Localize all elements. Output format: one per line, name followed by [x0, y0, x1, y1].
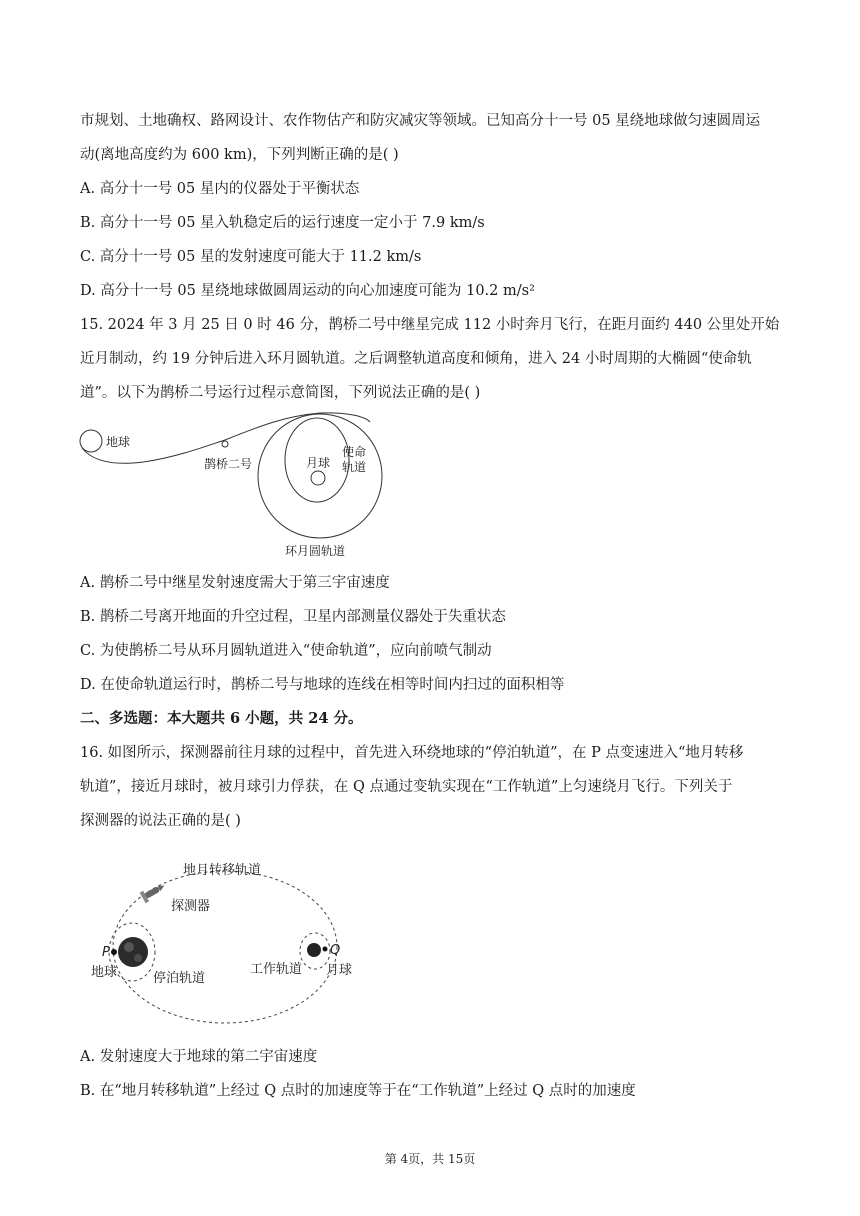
moon-image	[307, 943, 321, 957]
section2-heading: 二、多选题：本大题共 6 小题，共 24 分。	[80, 710, 363, 727]
probe-icon	[140, 880, 168, 903]
q15-stem-line2: 近月制动，约 19 分钟后进入环月圆轨道。之后调整轨道高度和倾角，进入 24 小时周期的大椭圆“使命轨	[80, 351, 752, 367]
mission-orbit-label-1: 使命	[342, 445, 367, 459]
q15-orbit-diagram	[70, 408, 400, 568]
lunar-orbit-label: 环月圆轨道	[285, 544, 346, 558]
moon-circle	[311, 471, 325, 485]
q15-option-c: C. 为使鹊桥二号从环月圆轨道进入“使命轨道”，应向前喷气制动	[80, 643, 492, 659]
work-orbit-label: 工作轨道	[250, 962, 303, 977]
point-p-label: P	[102, 945, 110, 960]
earth-label: 地球	[91, 965, 118, 980]
probe-label: 探测器	[171, 899, 211, 914]
q14-option-d: D. 高分十一号 05 星绕地球做圆周运动的向心加速度可能为 10.2 m/s²	[80, 283, 535, 299]
q14-stem-line2: 动(离地高度约为 600 km)，下列判断正确的是( )	[80, 147, 399, 163]
q16-option-a: A. 发射速度大于地球的第二宇宙速度	[80, 1049, 318, 1065]
earth-circle	[80, 430, 102, 452]
moon-label: 月球	[326, 963, 353, 978]
satellite-dot	[222, 441, 228, 447]
q16-stem-line3: 探测器的说法正确的是( )	[80, 813, 241, 829]
q15-stem-line3: 道”。以下为鹊桥二号运行过程示意简图，下列说法正确的是( )	[80, 385, 481, 401]
point-q-dot	[323, 947, 328, 952]
q14-option-c: C. 高分十一号 05 星的发射速度可能大于 11.2 km/s	[80, 249, 422, 265]
q14-option-a: A. 高分十一号 05 星内的仪器处于平衡状态	[80, 181, 360, 197]
point-p-dot	[111, 949, 117, 955]
q15-option-b: B. 鹊桥二号离开地面的升空过程，卫星内部测量仪器处于失重状态	[80, 609, 506, 625]
moon-label: 月球	[306, 456, 331, 470]
q15-option-d: D. 在使命轨道运行时，鹊桥二号与地球的连线在相等时间内扫过的面积相等	[80, 677, 565, 693]
q16-option-b: B. 在“地月转移轨道”上经过 Q 点时的加速度等于在“工作轨道”上经过 Q 点时的加速度	[80, 1083, 636, 1099]
q16-stem-line2: 轨道”，接近月球时，被月球引力俘获，在 Q 点通过变轨实现在“工作轨道”上匀速绕月飞行。下列关于	[80, 779, 733, 795]
point-q-label: Q	[330, 943, 341, 958]
q15-stem-line1: 15. 2024 年 3 月 25 日 0 时 46 分，鹊桥二号中继星完成 112 小时奔月飞行，在距月面约 440 公里处开始	[80, 317, 780, 333]
satellite-label: 鹊桥二号	[204, 457, 253, 471]
q16-transfer-diagram	[85, 852, 375, 1032]
page-footer: 第 4页，共 15页	[384, 1152, 476, 1166]
parking-orbit-label: 停泊轨道	[153, 971, 206, 986]
transfer-orbit-label: 地月转移轨道	[183, 863, 262, 878]
q15-option-a: A. 鹊桥二号中继星发射速度需大于第三宇宙速度	[80, 575, 390, 591]
q14-stem-line1: 市规划、土地确权、路网设计、农作物估产和防灾减灾等领域。已知高分十一号 05 星绕地球做匀速圆周运	[80, 113, 761, 129]
mission-orbit-label-2: 轨道	[342, 460, 367, 474]
earth-label: 地球	[106, 435, 131, 449]
q16-stem-line1: 16. 如图所示，探测器前往月球的过程中，首先进入环绕地球的“停泊轨道”，在 P 点变速进入“地月转移	[80, 745, 744, 761]
earth-image	[118, 937, 148, 967]
q14-option-b: B. 高分十一号 05 星入轨稳定后的运行速度一定小于 7.9 km/s	[80, 215, 485, 231]
